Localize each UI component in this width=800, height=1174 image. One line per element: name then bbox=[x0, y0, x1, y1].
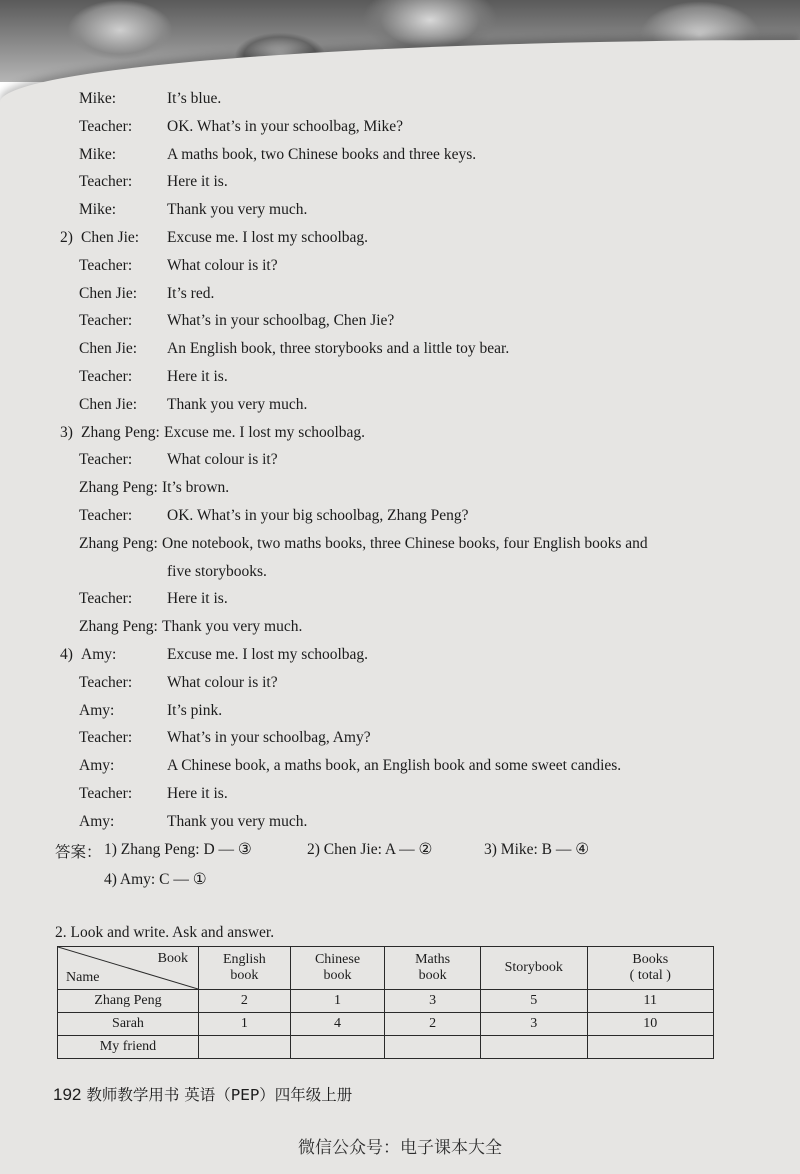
speaker-label: Amy: bbox=[79, 701, 115, 719]
cell-chinese: 1 bbox=[290, 990, 385, 1013]
col-header-maths: Maths book bbox=[385, 947, 481, 990]
cell-chinese: 4 bbox=[290, 1013, 385, 1036]
dialogue-text: It’s red. bbox=[167, 284, 215, 302]
col-header-storybook: Storybook bbox=[480, 947, 587, 990]
row-name: Zhang Peng bbox=[58, 990, 199, 1013]
cell-english: 2 bbox=[199, 990, 291, 1013]
item-number: 2) bbox=[60, 229, 73, 246]
cell-english bbox=[199, 1036, 291, 1059]
col-header-chinese: Chinese book bbox=[290, 947, 385, 990]
answer-4: 4) Amy: C — ① bbox=[104, 871, 207, 888]
dialogue-text: What’s in your schoolbag, Chen Jie? bbox=[167, 312, 395, 330]
speaker-label: Teacher: bbox=[79, 256, 133, 274]
dialogue-text: Here it is. bbox=[167, 368, 228, 385]
item-number: 4) bbox=[60, 646, 73, 663]
speaker-label: Chen Jie: bbox=[79, 284, 138, 302]
cell-storybook: 3 bbox=[480, 1013, 587, 1036]
dialogue-text: What colour is it? bbox=[167, 256, 278, 274]
corner-name-label: Name bbox=[66, 970, 100, 985]
speaker-label: Amy: bbox=[81, 646, 117, 663]
dialogue-text: It’s pink. bbox=[167, 701, 223, 719]
dialogue-text: What colour is it? bbox=[167, 451, 278, 469]
speaker-label: Teacher: bbox=[79, 312, 133, 330]
dialogue-text: One notebook, two maths books, three Chinese books, four English books and bbox=[162, 534, 648, 552]
answer-1: 1) Zhang Peng: D — ③ bbox=[104, 841, 252, 858]
cell-storybook: 5 bbox=[480, 990, 587, 1013]
speaker-label: Zhang Peng: bbox=[79, 479, 158, 497]
speaker-label: Zhang Peng: bbox=[81, 423, 160, 441]
cell-total: 11 bbox=[587, 990, 713, 1013]
dialogue-text: Thank you very much. bbox=[167, 812, 308, 830]
dialogue-text: Here it is. bbox=[167, 785, 228, 802]
dialogue-text: Here it is. bbox=[167, 173, 228, 191]
dialogue-text: A maths book, two Chinese books and three keys. bbox=[167, 145, 477, 163]
cell-total bbox=[587, 1036, 713, 1059]
speaker-label: Mike: bbox=[79, 90, 117, 107]
table-row bbox=[58, 1036, 714, 1059]
speaker-label: Mike: bbox=[79, 201, 117, 219]
page-footer bbox=[53, 1083, 352, 1105]
speaker-label: Teacher: bbox=[79, 785, 133, 802]
dialogue-text: Thank you very much. bbox=[167, 395, 308, 413]
books-table bbox=[57, 946, 714, 1059]
dialogue-text: What’s in your schoolbag, Amy? bbox=[167, 729, 371, 747]
speaker-label: Teacher: bbox=[79, 173, 133, 191]
speaker-label: Teacher: bbox=[79, 451, 133, 469]
answer-2: 2) Chen Jie: A — ② bbox=[307, 841, 433, 858]
cell-total: 10 bbox=[587, 1013, 713, 1036]
answer-3: 3) Mike: B — ④ bbox=[484, 841, 590, 858]
dialogue-text: Excuse me. I lost my schoolbag. bbox=[167, 229, 369, 246]
speaker-label: Amy: bbox=[79, 757, 115, 775]
speaker-label: Teacher: bbox=[79, 117, 133, 135]
table-row bbox=[58, 990, 714, 1013]
speaker-label: Mike: bbox=[79, 145, 117, 163]
speaker-label: Teacher: bbox=[79, 507, 133, 524]
col-header-english: English book bbox=[199, 947, 291, 990]
speaker-label: Teacher: bbox=[79, 673, 133, 691]
cell-maths bbox=[385, 1036, 481, 1059]
speaker-label: Chen Jie: bbox=[79, 395, 138, 413]
dialogue-text: Excuse me. I lost my schoolbag. bbox=[164, 423, 366, 441]
speaker-label: Teacher: bbox=[79, 590, 133, 608]
table-row bbox=[58, 1013, 714, 1036]
dialogue-text: An English book, three storybooks and a little toy bear. bbox=[167, 340, 510, 358]
cell-maths: 2 bbox=[385, 1013, 481, 1036]
dialogue-text: OK. What’s in your schoolbag, Mike? bbox=[167, 117, 404, 135]
dialogue-text: five storybooks. bbox=[167, 562, 267, 580]
dialogue-text: It’s blue. bbox=[167, 90, 222, 107]
speaker-label: Chen Jie: bbox=[79, 340, 138, 358]
dialogue-text: Thank you very much. bbox=[162, 618, 303, 636]
col-header-total: Books ( total ) bbox=[587, 947, 713, 990]
dialogue-text: It’s brown. bbox=[162, 479, 230, 497]
table-corner-cell bbox=[58, 947, 199, 990]
watermark-text: 微信公众号：电子课本大全 bbox=[298, 1138, 502, 1158]
dialogue-text: A Chinese book, a maths book, an English book and some sweet candies. bbox=[167, 757, 622, 775]
dialogue-text: OK. What’s in your big schoolbag, Zhang Peng? bbox=[167, 507, 469, 524]
speaker-label: Chen Jie: bbox=[81, 229, 140, 246]
page-number: 192 bbox=[53, 1085, 82, 1104]
cell-english: 1 bbox=[199, 1013, 291, 1036]
row-name: My friend bbox=[58, 1036, 199, 1059]
cell-maths: 3 bbox=[385, 990, 481, 1013]
book-title: 教师教学用书 英语（PEP）四年级上册 bbox=[86, 1086, 353, 1104]
corner-book-label: Book bbox=[157, 951, 188, 966]
dialogue-text: Thank you very much. bbox=[167, 201, 308, 219]
dialogue-text: What colour is it? bbox=[167, 673, 278, 691]
cell-storybook bbox=[480, 1036, 587, 1059]
dialogue-text: Excuse me. I lost my schoolbag. bbox=[167, 646, 369, 663]
speaker-label: Amy: bbox=[79, 812, 115, 830]
cell-chinese bbox=[290, 1036, 385, 1059]
speaker-label: Teacher: bbox=[79, 729, 133, 747]
section-2-heading: 2. Look and write. Ask and answer. bbox=[55, 924, 275, 941]
speaker-label: Teacher: bbox=[79, 368, 133, 385]
answer-label: 答案： bbox=[55, 844, 102, 861]
speaker-label: Zhang Peng: bbox=[79, 534, 158, 552]
row-name: Sarah bbox=[58, 1013, 199, 1036]
item-number: 3) bbox=[60, 423, 73, 441]
speaker-label: Zhang Peng: bbox=[79, 618, 158, 636]
dialogue-text: Here it is. bbox=[167, 590, 228, 608]
